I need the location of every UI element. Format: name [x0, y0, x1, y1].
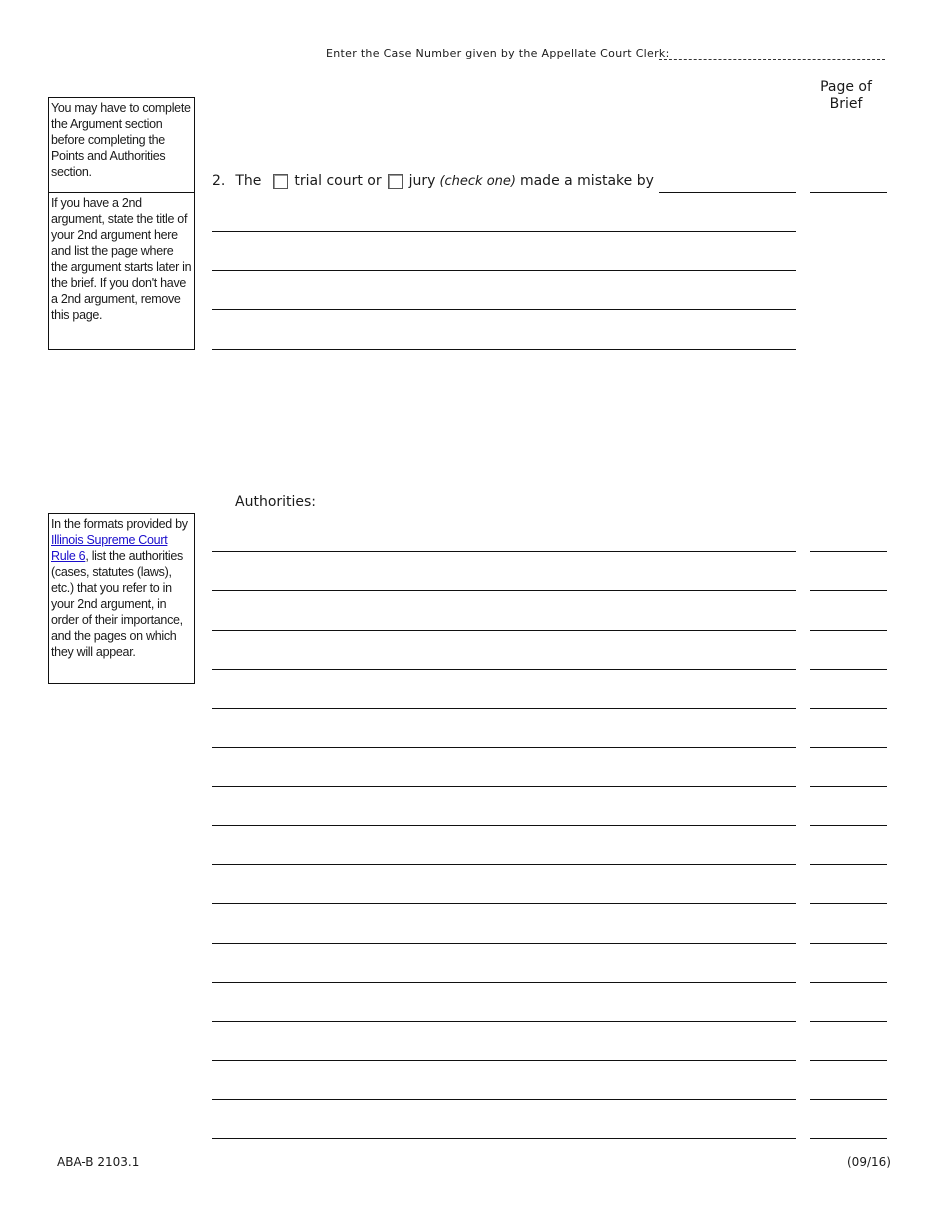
authority-page-field[interactable]	[810, 551, 887, 552]
argument-page-field[interactable]	[810, 192, 887, 193]
authority-entry-field[interactable]	[212, 669, 796, 670]
argument-title-field-2[interactable]	[212, 231, 796, 232]
authority-entry-field[interactable]	[212, 825, 796, 826]
authority-entry-field[interactable]	[212, 1060, 796, 1061]
instruction-note-complete-argument: You may have to complete the Argument section before completing the Points and Authorities section.	[48, 97, 195, 193]
authority-entry-field[interactable]	[212, 630, 796, 631]
check-one-hint: (check one)	[439, 173, 516, 189]
authority-entry-field[interactable]	[212, 708, 796, 709]
authority-entry-field[interactable]	[212, 943, 796, 944]
case-number-label: Enter the Case Number given by the Appellate Court Clerk:	[326, 47, 670, 60]
authority-page-field[interactable]	[810, 943, 887, 944]
argument-statement	[212, 173, 654, 189]
authority-page-field[interactable]	[810, 825, 887, 826]
page-of-brief-line1: Page of	[820, 79, 872, 95]
authority-entry-field[interactable]	[212, 786, 796, 787]
argument-title-field-3[interactable]	[212, 270, 796, 271]
authority-page-field[interactable]	[810, 786, 887, 787]
argument-number: 2.	[212, 173, 226, 189]
authority-entry-field[interactable]	[212, 864, 796, 865]
made-mistake-label: made a mistake by	[519, 173, 654, 189]
authority-entry-field[interactable]	[212, 1099, 796, 1100]
form-id: ABA-B 2103.1	[57, 1155, 140, 1169]
authority-entry-field[interactable]	[212, 1138, 796, 1139]
argument-title-field-1[interactable]	[659, 192, 796, 193]
instruction-note-authorities	[48, 513, 195, 684]
authority-page-field[interactable]	[810, 708, 887, 709]
case-number-field[interactable]	[659, 59, 885, 60]
authority-page-field[interactable]	[810, 747, 887, 748]
authority-page-field[interactable]	[810, 669, 887, 670]
authorities-label: Authorities:	[235, 494, 317, 510]
note3-prefix: In the formats provided by	[51, 517, 188, 531]
authority-entry-field[interactable]	[212, 590, 796, 591]
authority-page-field[interactable]	[810, 982, 887, 983]
authority-page-field[interactable]	[810, 590, 887, 591]
trial-court-checkbox[interactable]	[273, 174, 288, 189]
argument-the: The	[235, 173, 262, 189]
page-of-brief-line2: Brief	[829, 96, 863, 112]
authority-page-field[interactable]	[810, 630, 887, 631]
form-revision: (09/16)	[847, 1155, 891, 1169]
authority-entry-field[interactable]	[212, 551, 796, 552]
argument-title-field-5[interactable]	[212, 349, 796, 350]
jury-checkbox[interactable]	[388, 174, 403, 189]
authority-page-field[interactable]	[810, 1099, 887, 1100]
authority-page-field[interactable]	[810, 1138, 887, 1139]
instruction-note-second-argument: If you have a 2nd argument, state the title of your 2nd argument here and list the page where the argument starts later in the brief. If you don't have a 2nd argument, remove this page.	[48, 192, 195, 350]
authority-entry-field[interactable]	[212, 1021, 796, 1022]
authority-page-field[interactable]	[810, 864, 887, 865]
note3-suffix: , list the authorities (cases, statutes (laws), etc.) that you refer to in your 2nd argument, in order of their importance, and the pages on which they will appear.	[51, 549, 183, 659]
page-of-brief-header	[806, 79, 886, 113]
authority-page-field[interactable]	[810, 1060, 887, 1061]
authority-entry-field[interactable]	[212, 982, 796, 983]
illinois-supreme-court-rule-6-link[interactable]: Illinois Supreme Court Rule 6	[51, 533, 168, 563]
authority-page-field[interactable]	[810, 1021, 887, 1022]
jury-label: jury	[408, 173, 436, 189]
authority-page-field[interactable]	[810, 903, 887, 904]
authority-entry-field[interactable]	[212, 903, 796, 904]
trial-court-label: trial court or	[294, 173, 382, 189]
authority-entry-field[interactable]	[212, 747, 796, 748]
argument-title-field-4[interactable]	[212, 309, 796, 310]
